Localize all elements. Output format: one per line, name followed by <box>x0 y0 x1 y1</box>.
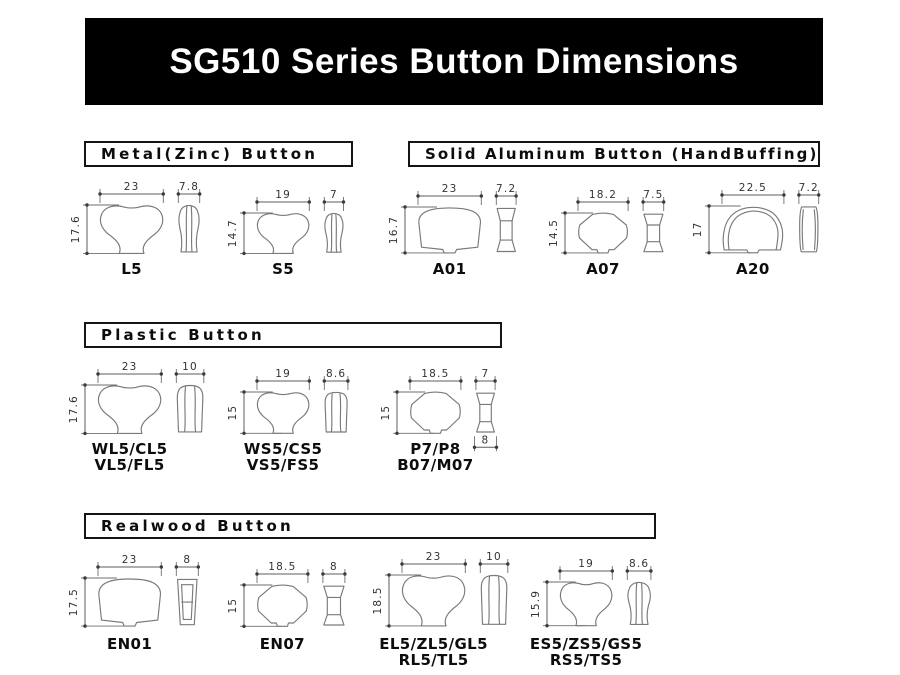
section-heading-label: Realwood Button <box>101 517 294 535</box>
height-dim <box>68 576 128 628</box>
side-view-outline <box>800 207 818 252</box>
button-model-label: WL5/CL5 <box>91 440 168 458</box>
button-label-a20 <box>653 261 853 277</box>
side-view-outline <box>324 586 344 625</box>
front-width-dim <box>408 368 462 390</box>
diagram-wl5-cl5 <box>68 357 222 444</box>
front-view-outline <box>100 206 162 254</box>
side-width-dim <box>479 551 510 573</box>
front-width-value: 23 <box>123 181 140 193</box>
side-width-dim <box>177 181 202 203</box>
button-model-label: A01 <box>432 260 467 278</box>
diagram-s5 <box>227 185 362 264</box>
diagram-a01 <box>388 179 535 263</box>
side-view-outline <box>628 582 651 624</box>
side-width-value: 7 <box>329 189 338 201</box>
section-header-realwood <box>84 513 656 539</box>
front-width-dim <box>558 558 614 580</box>
side-view-outline <box>325 213 343 252</box>
title-banner <box>85 18 823 105</box>
side-width-dim <box>641 189 665 211</box>
side-view-outline <box>497 208 515 251</box>
side-view-outline <box>477 393 495 432</box>
side-width-value: 7 <box>481 368 490 380</box>
diagram-el5-zl5-gl5 <box>372 547 526 636</box>
button-label-es5-zs5-gs5 <box>486 636 686 668</box>
front-width-dim <box>98 181 165 203</box>
height-value: 18.5 <box>372 586 384 615</box>
front-width-value: 23 <box>121 361 138 373</box>
button-model-label: ES5/ZS5/GS5 <box>529 635 643 653</box>
button-model-label: RS5/TS5 <box>549 651 623 669</box>
side-view-outline <box>644 214 663 252</box>
front-view-outline <box>723 207 782 252</box>
page-title: SG510 Series Button Dimensions <box>169 41 739 81</box>
side-width-dim <box>495 183 518 205</box>
front-width-value: 18.2 <box>588 189 618 201</box>
front-view-outline <box>579 213 628 253</box>
front-view-outline <box>258 585 308 626</box>
front-view-outline <box>419 208 481 253</box>
front-width-dim <box>400 551 467 573</box>
button-model-label: EN01 <box>106 635 153 653</box>
front-view-outline <box>99 579 161 626</box>
side-width-value: 7.2 <box>496 183 517 195</box>
button-model-label: WS5/CS5 <box>243 440 323 458</box>
height-dim <box>227 583 281 628</box>
side-width-dim <box>323 189 346 211</box>
height-value: 14.5 <box>548 218 560 247</box>
diagram-en01 <box>68 550 217 637</box>
side-view-outline <box>481 576 507 625</box>
front-view-outline <box>98 386 160 434</box>
side-width-dim <box>474 368 497 390</box>
front-width-value: 18.5 <box>421 368 450 380</box>
side-width-dim <box>321 561 346 583</box>
button-model-label: P7/P8 <box>410 440 461 458</box>
side-width-dim <box>323 368 350 390</box>
side-view-outline <box>179 205 199 251</box>
diagram-en07 <box>227 557 363 637</box>
side-view-outline <box>325 392 347 432</box>
front-width-dim <box>96 554 163 576</box>
height-dim <box>548 211 602 254</box>
diagram-a20 <box>692 178 837 263</box>
front-view-outline <box>560 583 611 626</box>
section-heading-label: Plastic Button <box>101 326 265 344</box>
front-width-dim <box>255 368 311 390</box>
side-width-value: 7.2 <box>798 182 819 194</box>
diagram-l5 <box>70 177 218 264</box>
height-value: 15 <box>227 404 239 421</box>
height-value: 17.6 <box>70 215 82 244</box>
front-width-value: 23 <box>121 554 138 566</box>
button-model-label: EN07 <box>259 635 306 653</box>
height-value: 15 <box>227 597 239 614</box>
front-width-value: 19 <box>275 368 291 380</box>
front-width-value: 19 <box>578 558 594 570</box>
front-width-dim <box>416 183 483 205</box>
height-dim <box>70 203 130 255</box>
diagram-ws5-cs5 <box>227 364 366 444</box>
front-view-outline <box>402 576 464 626</box>
side-width-value: 8 <box>329 561 338 573</box>
side-width-dim <box>797 182 820 204</box>
front-view-outline <box>411 392 461 433</box>
front-width-value: 19 <box>275 189 291 201</box>
height-value: 15 <box>380 404 392 421</box>
button-model-label: EL5/ZL5/GL5 <box>379 635 488 653</box>
front-width-value: 18.5 <box>268 561 297 573</box>
height-dim <box>380 390 434 435</box>
side-width-value: 7.8 <box>178 181 200 193</box>
front-width-dim <box>576 189 630 211</box>
front-width-dim <box>255 189 311 211</box>
side-width-value: 7.5 <box>643 189 664 201</box>
side-width-dim <box>626 558 653 580</box>
section-heading-label: Metal(Zinc) Button <box>101 145 319 163</box>
button-model-label: L5 <box>121 260 142 278</box>
side-bottom-width-value: 8 <box>481 434 490 447</box>
height-value: 17 <box>692 221 704 238</box>
button-model-label: S5 <box>272 260 295 278</box>
diagram-a07 <box>548 185 682 263</box>
side-width-value: 8.6 <box>628 558 650 570</box>
side-view-outline <box>178 579 197 624</box>
diagram-es5-zs5-gs5 <box>530 554 669 636</box>
height-value: 16.7 <box>388 215 400 245</box>
height-value: 17.5 <box>68 588 80 617</box>
button-model-label: A07 <box>586 260 620 278</box>
side-width-dim <box>175 361 206 383</box>
height-dim <box>388 205 448 254</box>
button-model-label: VS5/FS5 <box>246 456 320 474</box>
button-model-label: VL5/FL5 <box>94 456 165 474</box>
section-header-plastic <box>84 322 502 348</box>
front-width-dim <box>96 361 163 383</box>
height-dim <box>372 573 432 627</box>
section-heading-label: Solid Aluminum Button (HandBuffing) <box>425 145 819 163</box>
side-width-value: 10 <box>182 361 198 373</box>
front-width-value: 22.5 <box>738 182 767 194</box>
side-width-value: 8 <box>183 554 192 566</box>
height-dim <box>68 383 128 435</box>
front-width-value: 23 <box>441 183 458 195</box>
side-width-value: 10 <box>486 551 502 563</box>
button-model-label: RL5/TL5 <box>398 651 469 669</box>
button-label-p7-p8 <box>335 441 535 473</box>
section-header-solid-aluminum <box>408 141 820 167</box>
height-value: 15.9 <box>530 589 542 618</box>
front-view-outline <box>257 393 308 433</box>
button-model-label: B07/M07 <box>397 456 474 474</box>
side-width-value: 8.6 <box>325 368 347 380</box>
front-width-dim <box>255 561 309 583</box>
button-model-label: A20 <box>736 260 770 278</box>
section-header-metal-zinc <box>84 141 353 167</box>
front-view-outline <box>257 214 308 254</box>
height-value: 14.7 <box>227 219 239 248</box>
side-width-dim <box>175 554 200 576</box>
height-value: 17.6 <box>68 395 80 424</box>
front-width-dim <box>720 182 785 204</box>
height-dim <box>692 204 752 254</box>
front-width-value: 23 <box>425 551 442 563</box>
side-view-outline <box>177 386 203 432</box>
